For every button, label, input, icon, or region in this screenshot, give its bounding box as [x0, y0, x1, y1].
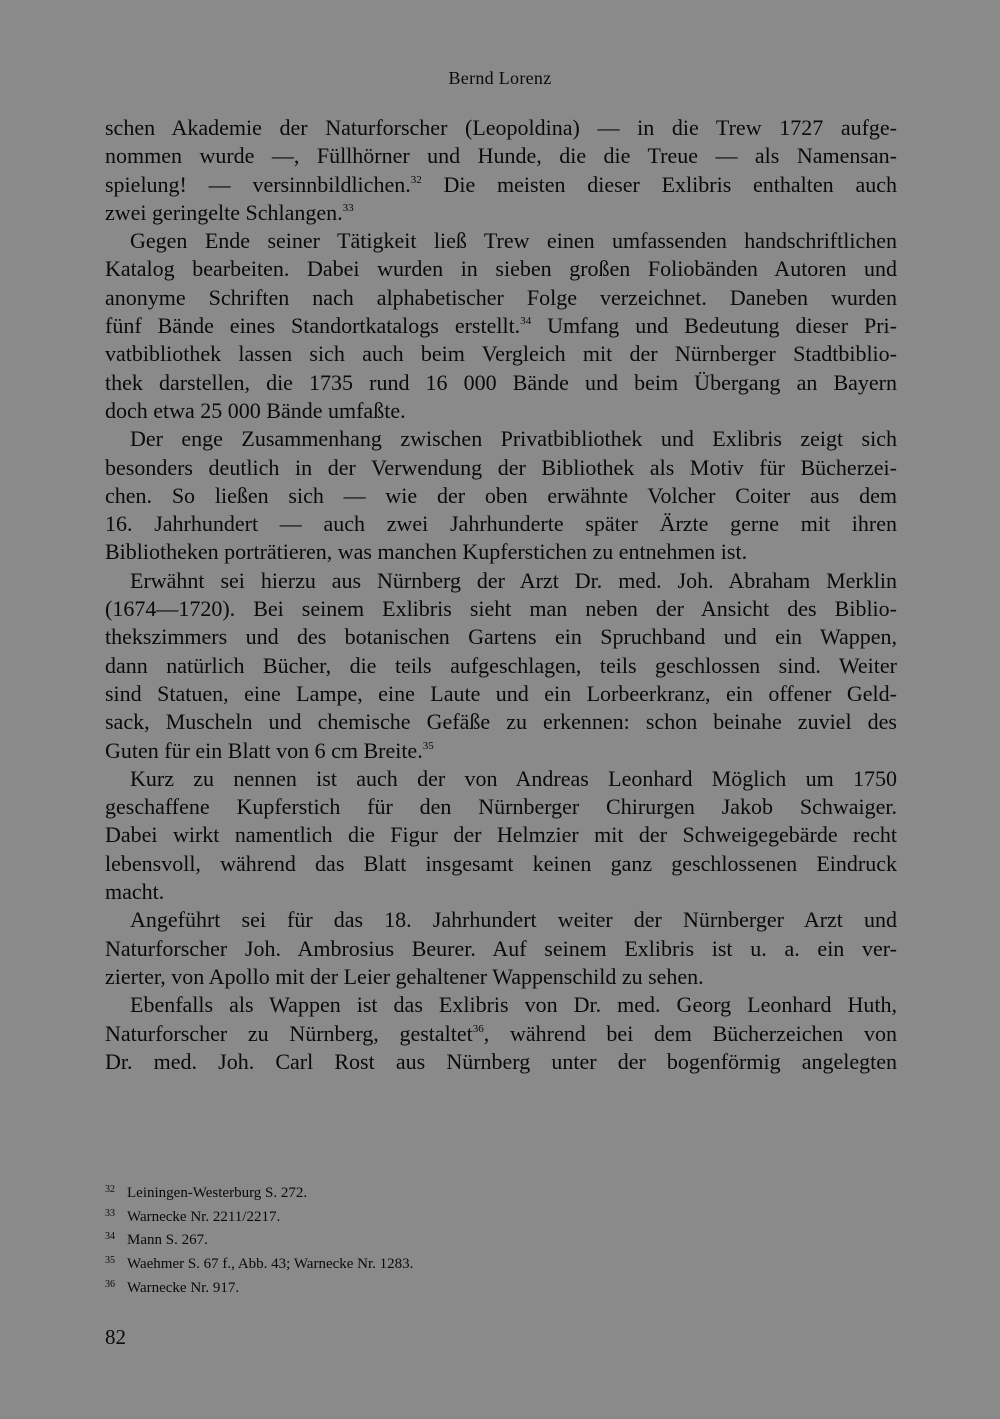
- text-line: [105, 850, 897, 878]
- text-run: Katalog bearbeiten. Dabei wurden in sieben großen Foliobänden Autoren und: [105, 256, 897, 282]
- footnote-ref: 36: [472, 1022, 484, 1035]
- footnote-text: Warnecke Nr. 2211/2217.: [127, 1208, 281, 1225]
- text-run: Kurz zu nennen ist auch der von Andreas Leonhard Möglich um 1750: [130, 765, 897, 791]
- text-run: anonyme Schriften nach alphabetischer Folge verzeichnet. Daneben wurden: [105, 284, 897, 310]
- text-line: [105, 1048, 897, 1076]
- footnote: 34 Mann S. 267.: [105, 1231, 208, 1249]
- text-run: lebensvoll, während das Blatt insgesamt keinen ganz geschlossenen Eindruck: [105, 850, 897, 876]
- text-line: [105, 397, 897, 425]
- text-run: Dr. med. Joh. Carl Rost aus Nürnberg unter der bogenförmig angelegten: [105, 1048, 897, 1074]
- text-line: [105, 935, 897, 963]
- text-run: Bibliotheken porträtieren, was manchen Kupferstichen zu entnehmen ist.: [105, 539, 748, 565]
- text-line: [105, 510, 897, 538]
- text-run: Naturforscher Joh. Ambrosius Beurer. Auf seinem Exlibris ist u. a. ein ver-: [105, 935, 897, 961]
- text-run: Guten für ein Blatt von 6 cm Breite.: [105, 737, 423, 763]
- text-run: Ebenfalls als Wappen ist das Exlibris von Dr. med. Georg Leonhard Huth,: [130, 992, 897, 1018]
- text-line: [105, 821, 897, 849]
- text-line: [105, 425, 897, 453]
- text-line: [105, 708, 897, 736]
- text-run: schen Akademie der Naturforscher (Leopoldina) — in die Trew 1727 aufge-: [105, 115, 897, 140]
- text-run: Naturforscher zu Nürnberg, gestaltet: [105, 1020, 473, 1046]
- text-line: [105, 878, 897, 906]
- text-line: [105, 454, 897, 482]
- text-line: [105, 142, 897, 170]
- footnote: 35 Waehmer S. 67 f., Abb. 43; Warnecke Nr. 1283.: [105, 1255, 414, 1273]
- text-line: [105, 906, 897, 934]
- footnote-ref: 35: [422, 739, 434, 752]
- text-run: doch etwa 25 000 Bände umfaßte.: [105, 397, 406, 423]
- text-run: chen. So ließen sich — wie der oben erwähnte Volcher Coiter aus dem: [105, 482, 897, 508]
- footnote-ref: 34: [520, 315, 532, 328]
- text-line: [105, 793, 897, 821]
- paragraph: [105, 425, 897, 566]
- text-run: fünf Bände eines Standortkatalogs erstellt.: [105, 313, 521, 339]
- footnotes: [105, 1182, 705, 1301]
- body-text: [105, 114, 897, 1076]
- footnote: 33 Warnecke Nr. 2211/2217.: [105, 1207, 281, 1225]
- text-run: Angeführt sei für das 18. Jahrhundert weiter der Nürnberger Arzt und: [130, 907, 897, 933]
- text-run: spielung! — versinnbildlichen.: [105, 171, 411, 197]
- paragraph: [105, 991, 897, 1076]
- text-run: dann natürlich Bücher, die teils aufgeschlagen, teils geschlossen sind. Weiter: [105, 652, 897, 678]
- text-line: [105, 623, 897, 651]
- text-run: sack, Muscheln und chemische Gefäße zu erkennen: schon beinahe zuviel des: [105, 709, 897, 735]
- text-line: [105, 1020, 897, 1048]
- text-run: vatbibliothek lassen sich auch beim Vergleich mit der Nürnberger Stadtbiblio-: [105, 341, 897, 367]
- text-line: [105, 567, 897, 595]
- text-run: , während bei dem Bücherzeichen von: [483, 1020, 897, 1046]
- text-run: macht.: [105, 879, 165, 905]
- text-line: [105, 680, 897, 708]
- paragraph: [105, 227, 897, 425]
- text-line: [105, 312, 897, 340]
- running-header: Bernd Lorenz: [448, 68, 552, 88]
- footnote-text: Leiningen-Westerburg S. 272.: [127, 1185, 308, 1201]
- text-line: [105, 340, 897, 368]
- paragraph: [105, 567, 897, 765]
- text-line: [105, 227, 897, 255]
- text-line: [105, 482, 897, 510]
- text-run: geschaffene Kupferstich für den Nürnberger Chirurgen Jakob Schwaiger.: [105, 794, 897, 820]
- text-line: [105, 737, 897, 765]
- text-run: Erwähnt sei hierzu aus Nürnberg der Arzt Dr. med. Joh. Abraham Merklin: [130, 567, 897, 593]
- footnote-text: Warnecke Nr. 917.: [127, 1279, 240, 1296]
- paragraph: [105, 906, 897, 991]
- text-run: zierter, von Apollo mit der Leier gehaltener Wappenschild zu sehen.: [105, 963, 704, 989]
- text-line: [105, 652, 897, 680]
- footnote: 36 Warnecke Nr. 917.: [105, 1278, 240, 1296]
- text-run: thekszimmers und des botanischen Gartens ein Spruchband und ein Wappen,: [105, 624, 897, 650]
- text-run: sind Statuen, eine Lampe, eine Laute und ein Lorbeerkranz, ein offener Geld-: [105, 680, 897, 706]
- text-line: [105, 369, 897, 397]
- text-line: [105, 255, 897, 283]
- text-line: [105, 538, 897, 566]
- footnote-ref: 33: [342, 201, 354, 214]
- text-run: Die meisten dieser Exlibris enthalten auch: [421, 171, 897, 197]
- text-line: [105, 199, 897, 227]
- paragraph: [105, 114, 897, 227]
- text-run: besonders deutlich in der Verwendung der Bibliothek als Motiv für Bücherzei-: [105, 454, 897, 480]
- footnote-text: Mann S. 267.: [127, 1232, 208, 1249]
- text-run: (1674—1720). Bei seinem Exlibris sieht man neben der Ansicht des Biblio-: [105, 596, 897, 622]
- text-line: [105, 595, 897, 623]
- footnote-text: Waehmer S. 67 f., Abb. 43; Warnecke Nr. 1283.: [127, 1256, 414, 1273]
- text-run: Dabei wirkt namentlich die Figur der Helmzier mit der Schweigegebärde recht: [105, 822, 897, 848]
- text-run: Umfang und Bedeutung dieser Pri-: [531, 313, 897, 339]
- text-line: [105, 765, 897, 793]
- text-run: thek darstellen, die 1735 rund 16 000 Bände und beim Übergang an Bayern: [105, 369, 897, 395]
- text-run: Gegen Ende seiner Tätigkeit ließ Trew einen umfassenden handschriftlichen: [130, 228, 897, 254]
- text-line: [105, 114, 897, 142]
- text-line: [105, 171, 897, 199]
- text-run: Der enge Zusammenhang zwischen Privatbibliothek und Exlibris zeigt sich: [130, 426, 897, 452]
- footnote: 32 Leiningen-Westerburg S. 272.: [105, 1184, 308, 1201]
- footnote-ref: 32: [410, 173, 422, 186]
- text-run: zwei geringelte Schlangen.: [105, 199, 343, 225]
- text-line: [105, 991, 897, 1019]
- page-number: 82: [105, 1325, 126, 1349]
- text-line: [105, 963, 897, 991]
- text-run: 16. Jahrhundert — auch zwei Jahrhunderte später Ärzte gerne mit ihren: [105, 511, 897, 537]
- text-line: [105, 284, 897, 312]
- text-run: nommen wurde —, Füllhörner und Hunde, die die Treue — als Namensan-: [105, 143, 897, 169]
- paragraph: [105, 765, 897, 906]
